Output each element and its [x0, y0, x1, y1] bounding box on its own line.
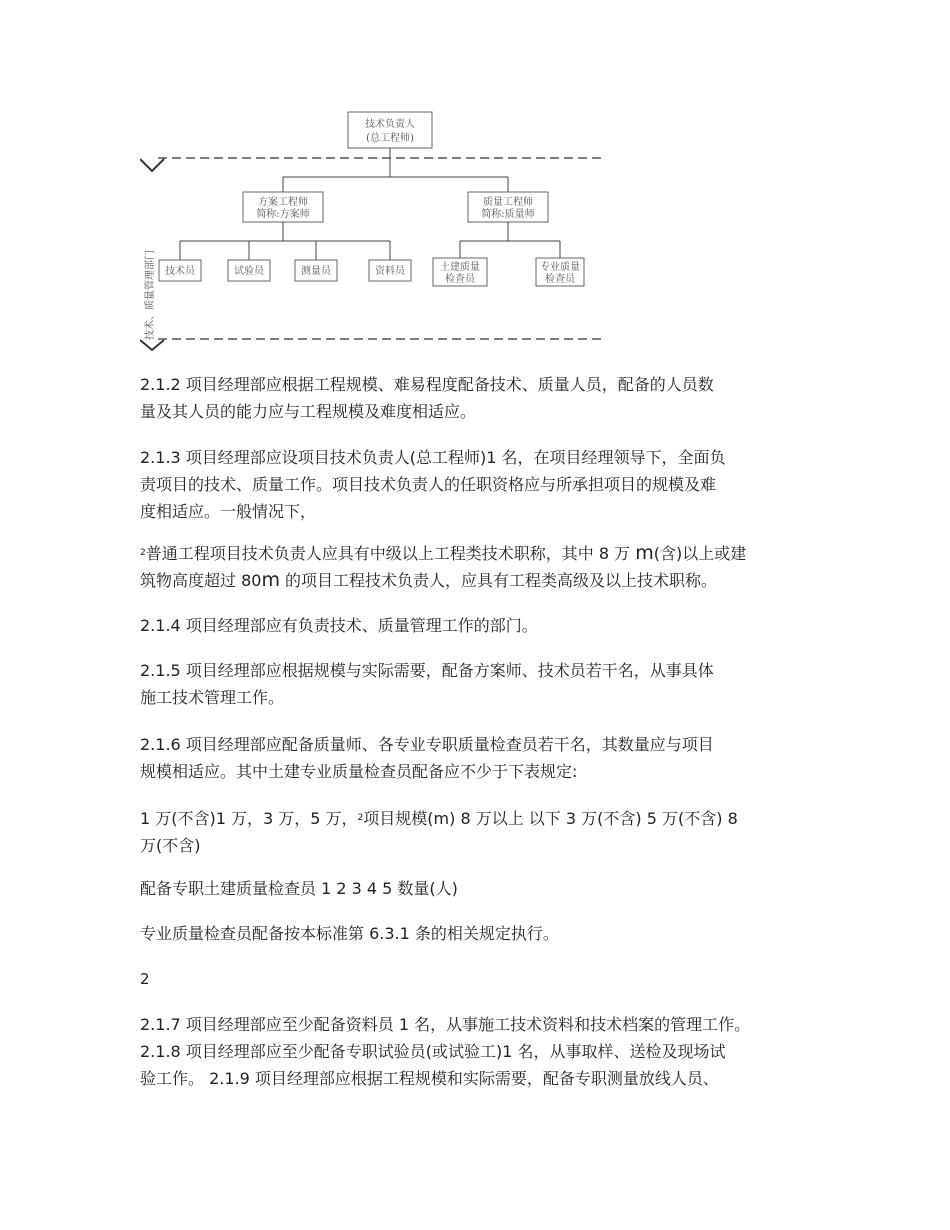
inspect-2-line1: 专业质量 — [540, 262, 580, 273]
top-box-line2: (总工程师) — [366, 133, 414, 144]
para-2-1-5: 2.1.5 项目经理部应根据规模与实际需要，配备方案师、技术员若干名，从事具体 施工技术管理工作。 — [140, 661, 714, 707]
para-specialist-inspectors: 专业质量检查员配备按本标准第 6.3.1 条的相关规定执行。 — [140, 924, 559, 943]
para-2-1-4: 2.1.4 项目经理部应有负责技术、质量管理工作的部门。 — [140, 616, 538, 635]
page-number: 2 — [140, 970, 150, 988]
table-row-scale: 1 万(不含)1 万，3 万，5 万，$^2$项目规模(m) 8 万以上 以下 3 万(不含) 5 万(不含) 8 万(不含) — [140, 809, 738, 855]
org-chart — [140, 105, 610, 355]
staff-label-2: 试验员 — [234, 266, 264, 277]
para-2-1-7: 2.1.7 项目经理部应至少配备资料员 1 名，从事施工技术资料和技术档案的管理工作。 2.1.8 项目经理部应至少配备专职试验员(或试验工)1 名，从事取样、送检及现场试 验工作。 2.1.9 项目经理部应根据工程规模和实际需要，配备专职测量放线人员、 — [140, 1015, 751, 1088]
table-row-count: 配备专职土建质量检查员 1 2 3 4 5 数量(人) — [140, 879, 458, 898]
top-chevron — [140, 159, 164, 171]
left-mid-line1: 方案工程师 — [258, 197, 308, 208]
inspect-2-line2: 检查员 — [545, 274, 575, 285]
staff-label-3: 测量员 — [301, 266, 331, 277]
right-mid-line1: 质量工程师 — [483, 197, 533, 208]
para-2-1-2: 2.1.2 项目经理部应根据工程规模、难易程度配备技术、质量人员，配备的人员数 量及其人员的能力应与工程规模及难度相适应。 — [140, 375, 714, 421]
staff-label-1: 技术员 — [165, 266, 195, 277]
org-chart-svg — [140, 105, 610, 355]
staff-label-4: 资料员 — [375, 266, 405, 277]
side-dept-label: 技术、质量管理部门 — [145, 250, 156, 340]
inspect-1-line2: 检查员 — [445, 274, 475, 285]
para-2-1-6: 2.1.6 项目经理部应配备质量师、各专业专职质量检查员若干名，其数量应与项目 规模相适应。其中土建专业质量检查员配备应不少于下表规定: — [140, 735, 714, 781]
top-box-line1: 技术负责人 — [365, 119, 415, 130]
para-tech-lead-qualification: $^2$普通工程项目技术负责人应具有中级以上工程类技术职称，其中 8 万 m(含)以上或建 筑物高度超过 80m 的项目工程技术负责人，应具有工程类高级及以上技术职称。 — [140, 542, 747, 591]
right-mid-line2: 简称:质量师 — [481, 209, 535, 220]
para-2-1-3: 2.1.3 项目经理部应设项目技术负责人(总工程师)1 名，在项目经理领导下，全面负 责项目的技术、质量工作。项目技术负责人的任职资格应与所承担项目的规模及难 度相适应。一般情况下， — [140, 448, 726, 521]
inspect-1-line1: 土建质量 — [440, 262, 480, 273]
left-mid-line2: 简称:方案师 — [256, 209, 310, 220]
bottom-chevron — [140, 340, 164, 350]
